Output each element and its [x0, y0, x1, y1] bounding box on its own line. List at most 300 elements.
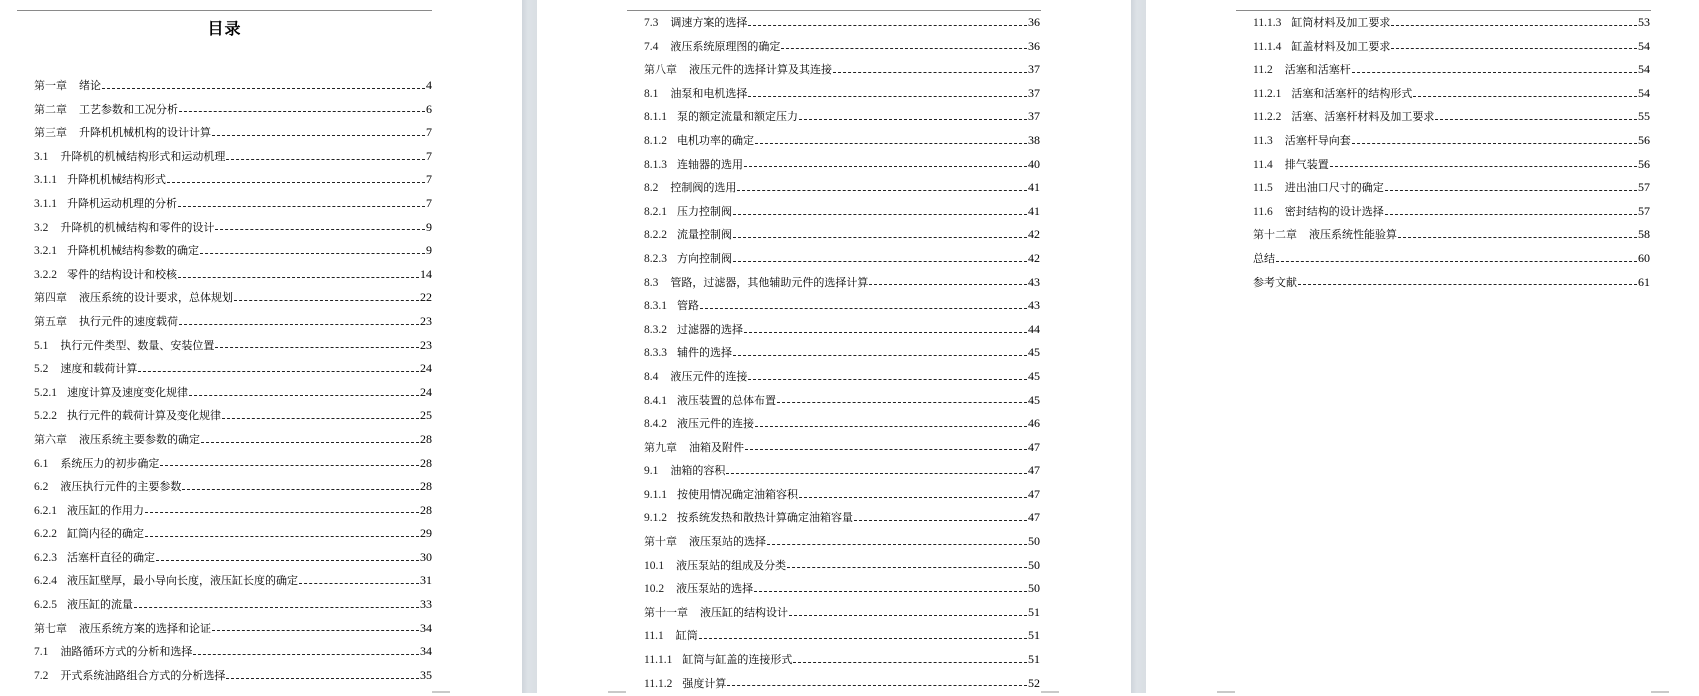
toc-entry-number: 5.2	[34, 363, 49, 376]
toc-entry-number: 8.1.2	[644, 134, 667, 147]
toc-entry-number: 第十一章	[644, 605, 688, 619]
toc-entry-number: 5.1	[34, 339, 49, 352]
toc-entry-label: 控制阀的选用	[670, 181, 737, 195]
toc-entry-label: 液压缸壁厚，最小导向长度，液压缸长度的确定	[67, 574, 298, 588]
toc-entry-label: 活塞杆导向套	[1284, 133, 1351, 147]
toc-entry-label: 调速方案的选择	[670, 16, 748, 29]
toc-dot-leader	[226, 158, 425, 160]
toc-dot-leader	[777, 401, 1027, 403]
toc-entry-number: 5.2.1	[34, 386, 57, 399]
toc-entry-label: 升降机机械机构的设计计算	[79, 126, 211, 140]
toc-list	[644, 11, 1040, 695]
toc-entry-label: 液压系统性能验算	[1309, 228, 1397, 242]
toc-entry-page-number: 4	[426, 78, 432, 92]
toc-entry-page-number: 45	[1028, 392, 1040, 407]
toc-entry[interactable]	[644, 223, 1040, 247]
toc-entry[interactable]	[1253, 247, 1650, 271]
toc-entry[interactable]	[34, 192, 432, 216]
toc-entry-page-number: 6	[426, 101, 432, 116]
toc-entry-page-number: 56	[1638, 132, 1650, 147]
toc-entry-label: 电机功率的确定	[677, 133, 754, 147]
toc-entry-number: 11.5	[1253, 182, 1273, 195]
toc-entry[interactable]	[644, 483, 1040, 507]
toc-entry-page-number: 43	[1028, 274, 1040, 289]
toc-entry[interactable]	[644, 200, 1040, 224]
toc-entry[interactable]	[644, 58, 1040, 82]
toc-entry[interactable]	[34, 263, 432, 287]
toc-entry-label: 执行元件的载荷计算及变化规律	[67, 409, 221, 423]
toc-entry[interactable]	[34, 499, 432, 523]
toc-entry[interactable]	[1253, 82, 1650, 106]
toc-entry[interactable]	[34, 664, 432, 688]
toc-dot-leader	[134, 606, 419, 608]
page-2	[537, 0, 1131, 693]
toc-entry-page-number: 47	[1028, 486, 1040, 501]
toc-entry-label: 活塞和活塞杆的结构形式	[1291, 86, 1413, 100]
toc-dot-leader	[215, 346, 419, 348]
toc-dot-leader	[755, 425, 1027, 427]
toc-entry[interactable]	[1253, 223, 1650, 247]
toc-entry-number: 11.2	[1253, 64, 1273, 77]
toc-dot-leader	[754, 590, 1027, 592]
toc-entry-label: 液压系统方案的选择和论证	[79, 621, 211, 635]
toc-dot-leader	[727, 684, 1027, 686]
toc-entry-label: 按使用情况确定油箱容积	[677, 487, 798, 501]
toc-entry-number: 8.3.1	[644, 300, 667, 313]
toc-entry-label: 液压缸的作用力	[67, 503, 144, 517]
toc-entry-page-number: 33	[420, 597, 432, 612]
toc-dot-leader	[1391, 24, 1637, 26]
toc-entry-label: 升降机的机械结构和零件的设计	[60, 220, 215, 234]
toc-entry-page-number: 14	[420, 266, 432, 281]
toc-entry[interactable]	[644, 577, 1040, 601]
toc-entry-label: 液压装置的总体布置	[677, 393, 776, 407]
toc-entry-number: 6.2.1	[34, 504, 57, 517]
toc-dot-leader	[156, 559, 419, 561]
toc-entry-label: 零件的结构设计和校核	[67, 267, 177, 281]
toc-entry[interactable]	[34, 74, 432, 98]
toc-dot-leader	[748, 95, 1027, 97]
toc-entry[interactable]	[644, 601, 1040, 625]
toc-entry-number: 第四章	[34, 291, 67, 305]
toc-dot-leader	[733, 236, 1027, 238]
toc-entry-number: 3.1.1	[34, 174, 57, 187]
toc-entry-label: 液压执行元件的主要参数	[60, 480, 182, 494]
toc-dot-leader	[1276, 260, 1637, 262]
toc-entry[interactable]	[34, 357, 432, 381]
toc-entry-number: 8.3.2	[644, 323, 667, 336]
toc-entry-number: 6.2.5	[34, 599, 57, 612]
toc-entry-label: 液压泵站的选择	[689, 535, 766, 549]
toc-dot-leader	[726, 472, 1027, 474]
toc-dot-leader	[1435, 118, 1637, 120]
toc-entry[interactable]	[644, 506, 1040, 530]
toc-entry[interactable]	[644, 129, 1040, 153]
toc-entry-number: 7.2	[34, 669, 49, 682]
toc-entry[interactable]	[644, 82, 1040, 106]
toc-entry[interactable]	[34, 381, 432, 405]
toc-entry-label: 绪论	[79, 79, 101, 92]
toc-dot-leader	[178, 276, 419, 278]
toc-entry-number: 7.3	[644, 17, 659, 29]
toc-dot-leader	[869, 283, 1027, 285]
toc-entry-page-number: 55	[1638, 109, 1650, 124]
toc-entry[interactable]	[34, 569, 432, 593]
toc-entry-page-number: 34	[420, 620, 432, 635]
toc-entry-page-number: 40	[1028, 156, 1040, 171]
toc-entry[interactable]	[34, 522, 432, 546]
toc-entry[interactable]	[644, 530, 1040, 554]
toc-entry-page-number: 45	[1028, 368, 1040, 383]
toc-entry-label: 液压元件的连接	[670, 369, 748, 383]
toc-entry[interactable]	[34, 617, 432, 641]
toc-entry-label: 升降机的机械结构形式和运动机理	[60, 149, 226, 163]
toc-entry-page-number: 7	[426, 195, 432, 210]
toc-entry-page-number: 57	[1638, 203, 1650, 218]
toc-entry[interactable]	[34, 121, 432, 145]
toc-entry-page-number: 25	[420, 408, 432, 423]
toc-dot-leader	[781, 47, 1027, 49]
toc-entry[interactable]	[1253, 129, 1650, 153]
toc-dot-leader	[189, 394, 419, 396]
toc-entry-page-number: 22	[420, 290, 432, 305]
toc-entry-label: 缸盖材料及加工要求	[1291, 39, 1391, 53]
toc-entry-label: 执行元件的速度载荷	[79, 314, 178, 328]
toc-entry-number: 8.1	[644, 87, 659, 100]
toc-entry-label: 缸筒与缸盖的连接形式	[682, 653, 793, 667]
toc-dot-leader	[787, 566, 1027, 568]
toc-entry-page-number: 45	[1028, 345, 1040, 360]
toc-entry[interactable]	[34, 216, 432, 240]
toc-entry-page-number: 58	[1638, 227, 1650, 242]
toc-entry-number: 7.1	[34, 646, 49, 659]
toc-dot-leader	[193, 653, 419, 655]
toc-dot-leader	[733, 260, 1027, 262]
toc-entry-page-number: 37	[1028, 109, 1040, 124]
toc-entry-label: 进出油口尺寸的确定	[1284, 181, 1384, 195]
toc-entry-number: 8.1.3	[644, 158, 667, 171]
toc-entry-page-number: 29	[420, 526, 432, 541]
toc-dot-leader	[160, 464, 419, 466]
toc-entry-number: 第十章	[644, 535, 677, 549]
toc-entry-page-number: 50	[1028, 557, 1040, 572]
toc-entry-number: 3.1.1	[34, 197, 57, 210]
toc-entry[interactable]	[644, 35, 1040, 59]
toc-entry-number: 10.2	[644, 583, 665, 596]
toc-entry-number: 9.1.2	[644, 512, 667, 525]
toc-entry-number: 8.4.2	[644, 418, 667, 431]
toc-entry-page-number: 31	[420, 573, 432, 588]
toc-entry[interactable]	[34, 546, 432, 570]
toc-entry[interactable]	[1253, 105, 1650, 129]
toc-entry[interactable]	[644, 389, 1040, 413]
toc-dot-leader	[215, 228, 425, 230]
toc-entry-label: 排气装置	[1284, 157, 1329, 171]
toc-entry[interactable]	[644, 365, 1040, 389]
toc-entry[interactable]	[1253, 11, 1650, 35]
toc-entry[interactable]	[34, 98, 432, 122]
toc-entry-page-number: 28	[420, 502, 432, 517]
toc-entry-label: 活塞和活塞杆	[1284, 63, 1351, 77]
toc-entry[interactable]	[644, 176, 1040, 200]
toc-entry[interactable]	[644, 294, 1040, 318]
toc-dot-leader	[1391, 47, 1637, 49]
toc-entry-label: 辅件的选择	[677, 346, 732, 360]
toc-entry[interactable]	[1253, 58, 1650, 82]
toc-entry[interactable]	[34, 286, 432, 310]
toc-entry-label: 流量控制阀	[677, 228, 732, 242]
toc-entry[interactable]	[34, 310, 432, 334]
toc-entry-page-number: 41	[1028, 180, 1040, 195]
toc-entry[interactable]	[34, 168, 432, 192]
toc-entry-page-number: 51	[1028, 604, 1040, 619]
toc-entry-label: 强度计算	[682, 676, 727, 690]
toc-entry-number: 8.4.1	[644, 394, 667, 407]
toc-entry-page-number: 54	[1638, 62, 1650, 77]
toc-dot-leader	[178, 205, 425, 207]
toc-entry[interactable]	[34, 640, 432, 664]
toc-entry-page-number: 47	[1028, 510, 1040, 525]
toc-entry-number: 11.2.1	[1253, 87, 1282, 100]
toc-entry-number: 9.1	[644, 465, 659, 478]
toc-entry[interactable]	[644, 436, 1040, 460]
toc-entry-page-number: 34	[420, 644, 432, 659]
toc-dot-leader	[200, 252, 425, 254]
toc-entry-label: 升降机运动机理的分析	[67, 196, 177, 210]
page-gap	[522, 0, 537, 693]
toc-entry[interactable]	[644, 672, 1040, 696]
toc-entry-number: 3.2	[34, 221, 49, 234]
toc-entry[interactable]	[1253, 153, 1650, 177]
toc-entry-page-number: 23	[420, 337, 432, 352]
toc-entry-page-number: 24	[420, 384, 432, 399]
toc-entry-page-number: 36	[1028, 38, 1040, 53]
toc-entry-page-number: 41	[1028, 203, 1040, 218]
toc-entry-number: 6.2.4	[34, 575, 57, 588]
toc-entry[interactable]	[34, 239, 432, 263]
toc-dot-leader	[799, 118, 1027, 120]
toc-entry[interactable]	[34, 475, 432, 499]
toc-entry[interactable]	[644, 247, 1040, 271]
toc-entry-label: 过滤器的选择	[677, 322, 743, 336]
toc-dot-leader	[799, 496, 1027, 498]
toc-entry-number: 6.2.3	[34, 551, 57, 564]
toc-dot-leader	[767, 543, 1027, 545]
toc-entry-page-number: 60	[1638, 250, 1650, 265]
toc-entry-number: 11.4	[1253, 158, 1273, 171]
toc-entry[interactable]	[644, 412, 1040, 436]
toc-entry-label: 系统压力的初步确定	[60, 456, 160, 470]
toc-entry-page-number: 9	[426, 219, 432, 234]
toc-entry-label: 速度和载荷计算	[60, 362, 138, 376]
toc-entry-number: 第九章	[644, 440, 677, 454]
toc-entry-label: 活塞、活塞杆材料及加工要求	[1291, 110, 1435, 124]
toc-entry-number: 11.2.2	[1253, 111, 1282, 124]
toc-entry-number: 8.2.3	[644, 252, 667, 265]
toc-entry[interactable]	[34, 404, 432, 428]
toc-dot-leader	[789, 614, 1027, 616]
toc-entry-label: 管路	[677, 299, 699, 313]
toc-entry[interactable]	[644, 459, 1040, 483]
toc-dot-leader	[744, 331, 1027, 333]
toc-entry-page-number: 56	[1638, 156, 1650, 171]
toc-dot-leader	[793, 661, 1027, 663]
toc-dot-leader	[102, 87, 425, 89]
toc-entry-page-number: 44	[1028, 321, 1040, 336]
toc-entry-label: 执行元件类型、数量、安装位置	[60, 338, 215, 352]
toc-entry[interactable]	[644, 153, 1040, 177]
toc-dot-leader	[1385, 213, 1637, 215]
toc-entry[interactable]	[1253, 200, 1650, 224]
toc-entry-label: 总结	[1253, 251, 1275, 265]
toc-entry-page-number: 54	[1638, 85, 1650, 100]
toc-entry-page-number: 51	[1028, 628, 1040, 643]
toc-entry-page-number: 7	[426, 148, 432, 163]
toc-entry-number: 11.1.1	[644, 654, 673, 667]
toc-dot-leader	[1298, 283, 1637, 285]
toc-entry-label: 液压泵站的选择	[676, 582, 754, 596]
toc-entry[interactable]	[644, 648, 1040, 672]
toc-entry-number: 10.1	[644, 559, 665, 572]
toc-entry-number: 11.1	[644, 630, 664, 643]
toc-entry-number: 11.1.3	[1253, 17, 1282, 29]
toc-entry-label: 油箱及附件	[689, 440, 744, 454]
toc-entry-page-number: 50	[1028, 534, 1040, 549]
toc-entry-label: 开式系统油路组合方式的分析选择	[60, 668, 226, 682]
toc-entry[interactable]	[1253, 35, 1650, 59]
toc-entry-number: 第六章	[34, 432, 67, 446]
toc-dot-leader	[222, 417, 419, 419]
page-gap	[1131, 0, 1146, 693]
toc-dot-leader	[299, 582, 419, 584]
toc-entry-number: 第十二章	[1253, 228, 1297, 242]
toc-entry-label: 方向控制阀	[677, 251, 732, 265]
toc-entry-number: 第二章	[34, 102, 67, 116]
toc-entry-page-number: 52	[1028, 675, 1040, 690]
toc-list	[34, 74, 432, 687]
toc-entry[interactable]	[34, 452, 432, 476]
toc-dot-leader	[699, 637, 1027, 639]
toc-entry-page-number: 36	[1028, 15, 1040, 29]
toc-entry-page-number: 54	[1638, 38, 1650, 53]
toc-entry-number: 9.1.1	[644, 488, 667, 501]
toc-entry-number: 11.1.2	[644, 677, 673, 690]
toc-entry[interactable]	[644, 11, 1040, 35]
toc-entry-label: 液压缸的结构设计	[700, 605, 788, 619]
toc-entry-number: 3.2.2	[34, 268, 57, 281]
toc-entry-page-number: 42	[1028, 250, 1040, 265]
toc-entry[interactable]	[1253, 176, 1650, 200]
toc-entry-label: 升降机机械结构形式	[67, 173, 166, 187]
toc-dot-leader	[1398, 236, 1637, 238]
toc-title: 目录	[207, 19, 242, 38]
toc-entry-page-number: 23	[420, 313, 432, 328]
toc-entry-number: 11.1.4	[1253, 40, 1282, 53]
toc-entry[interactable]	[34, 428, 432, 452]
toc-dot-leader	[1385, 189, 1637, 191]
toc-entry-number: 11.3	[1253, 134, 1273, 147]
toc-entry-label: 速度计算及速度变化规律	[67, 385, 188, 399]
toc-dot-leader	[733, 354, 1027, 356]
toc-entry-page-number: 37	[1028, 85, 1040, 100]
toc-entry[interactable]	[644, 341, 1040, 365]
toc-entry-number: 第七章	[34, 621, 67, 635]
toc-dot-leader	[145, 511, 419, 513]
toc-entry-page-number: 53	[1638, 15, 1650, 29]
toc-entry-number: 8.1.1	[644, 111, 667, 124]
toc-entry-page-number: 28	[420, 455, 432, 470]
toc-entry-label: 压力控制阀	[677, 204, 732, 218]
toc-entry-label: 油泵和电机选择	[670, 86, 748, 100]
toc-dot-leader	[182, 488, 419, 490]
toc-entry[interactable]	[644, 105, 1040, 129]
toc-entry-number: 第五章	[34, 314, 67, 328]
toc-entry-number: 5.2.2	[34, 410, 57, 423]
toc-entry-label: 液压泵站的组成及分类	[676, 558, 787, 572]
toc-entry-number: 第八章	[644, 63, 677, 77]
toc-entry[interactable]	[644, 271, 1040, 295]
toc-dot-leader	[179, 110, 425, 112]
toc-entry-label: 按系统发热和散热计算确定油箱容量	[677, 511, 853, 525]
toc-dot-leader	[748, 378, 1027, 380]
toc-entry-number: 8.2.1	[644, 205, 667, 218]
toc-entry-label: 工艺参数和工况分析	[79, 102, 178, 116]
toc-entry[interactable]	[1253, 271, 1650, 295]
toc-dot-leader	[1413, 95, 1637, 97]
toc-entry[interactable]	[644, 554, 1040, 578]
toc-entry-page-number: 7	[426, 125, 432, 140]
toc-entry-page-number: 38	[1028, 132, 1040, 147]
toc-entry-label: 液压元件的连接	[677, 417, 754, 431]
toc-entry-number: 8.4	[644, 370, 659, 383]
toc-entry-number: 6.2.2	[34, 528, 57, 541]
toc-entry-page-number: 47	[1028, 439, 1040, 454]
toc-entry[interactable]	[34, 145, 432, 169]
toc-dot-leader	[744, 165, 1027, 167]
toc-entry[interactable]	[644, 318, 1040, 342]
toc-entry-number: 3.2.1	[34, 245, 57, 258]
toc-entry-label: 缸筒材料及加工要求	[1291, 16, 1391, 29]
toc-dot-leader	[138, 370, 419, 372]
toc-dot-leader	[748, 24, 1027, 26]
toc-entry-number: 8.3	[644, 276, 659, 289]
toc-entry-label: 参考文献	[1253, 275, 1297, 289]
toc-dot-leader	[1352, 71, 1637, 73]
toc-entry-label: 活塞杆直径的确定	[67, 550, 155, 564]
toc-entry[interactable]	[34, 593, 432, 617]
toc-dot-leader	[833, 71, 1027, 73]
toc-entry-label: 液压系统主要参数的确定	[79, 432, 200, 446]
toc-entry-number: 6.1	[34, 457, 49, 470]
toc-dot-leader	[234, 299, 419, 301]
toc-entry-page-number: 24	[420, 361, 432, 376]
toc-entry-page-number: 28	[420, 431, 432, 446]
toc-entry-label: 连轴器的选用	[677, 157, 743, 171]
toc-entry-label: 密封结构的设计选择	[1284, 204, 1384, 218]
toc-entry-label: 液压系统的设计要求，总体规划	[79, 291, 233, 305]
toc-entry-label: 管路，过滤器，其他辅助元件的选择计算	[670, 275, 869, 289]
toc-entry-page-number: 50	[1028, 581, 1040, 596]
toc-dot-leader	[201, 441, 419, 443]
toc-entry[interactable]	[34, 334, 432, 358]
toc-entry-label: 液压缸的流量	[67, 598, 133, 612]
toc-list	[1253, 11, 1650, 294]
toc-entry[interactable]	[644, 624, 1040, 648]
toc-dot-leader	[700, 307, 1027, 309]
toc-dot-leader	[167, 181, 425, 183]
toc-entry-number: 第三章	[34, 126, 67, 140]
toc-dot-leader	[1352, 142, 1637, 144]
